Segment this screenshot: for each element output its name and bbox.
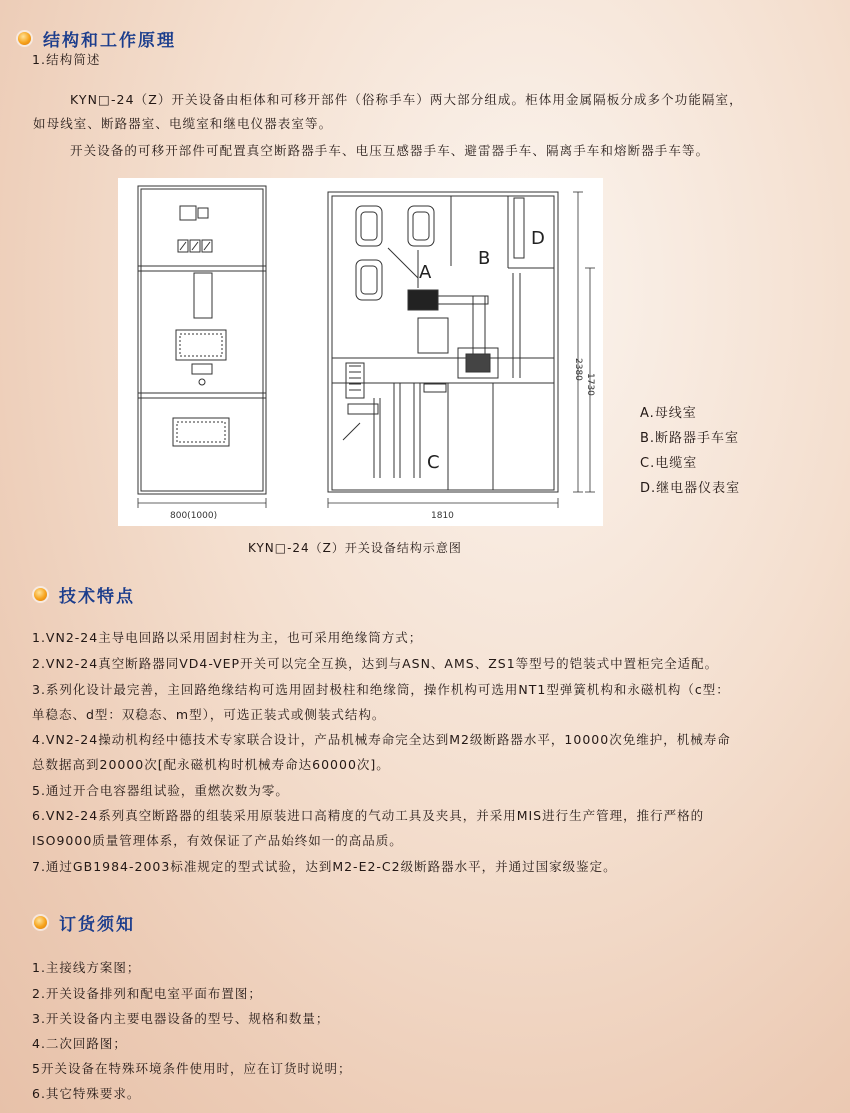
paragraph-line: 开关设备的可移开部件可配置真空断路器手车、电压互感器手车、避雷器手车、隔离手车和熔断器手车等。: [70, 143, 710, 158]
label-C: C: [427, 452, 440, 473]
height-dimension-label: 2380: [573, 358, 583, 381]
feature-line: 6.VN2-24系列真空断路器的组装采用原装进口高精度的气动工具及夹具，并采用MIS进行生产管理，推行严格的: [32, 808, 705, 823]
section-features-heading: [34, 582, 135, 607]
section-ordering-heading: [34, 910, 135, 935]
legend-item: A.母线室: [640, 406, 697, 421]
paragraph-line: 如母线室、断路器室、电缆室和继电仪器表室等。: [33, 116, 333, 131]
ordering-line: 2.开关设备排列和配电室平面布置图；: [32, 986, 262, 1001]
feature-line: 4.VN2-24操动机构经中德技术专家联合设计，产品机械寿命完全达到M2级断路器水平，10000次免维护，机械寿命: [32, 732, 731, 747]
feature-line: 7.通过GB1984-2003标准规定的型式试验，达到M2-E2-C2级断路器水平，并通过国家级鉴定。: [32, 859, 617, 874]
legend-item: C.电缆室: [640, 456, 698, 471]
orange-bullet-icon: [18, 32, 31, 45]
width-dimension-label: 800(1000): [170, 511, 218, 521]
feature-line: 5.通过开合电容器组试验，重燃次数为零。: [32, 783, 289, 798]
legend-item: D.继电器仪表室: [640, 481, 741, 496]
ordering-line: 3.开关设备内主要电器设备的型号、规格和数量；: [32, 1011, 330, 1026]
feature-line: 3.系列化设计最完善，主回路绝缘结构可选用固封极柱和绝缘筒，操作机构可选用NT1型弹簧机构和永磁机构（c型：: [32, 682, 730, 697]
diagram-legend: [640, 402, 740, 502]
feature-line: ISO9000质量管理体系，有效保证了产品始终如一的高品质。: [32, 833, 403, 848]
feature-line: 总数据高到20000次[配永磁机构时机械寿命达60000次]。: [32, 757, 390, 772]
legend-item: B.断路器手车室: [640, 431, 740, 446]
paragraph-line: KYN□-24（Z）开关设备由柜体和可移开部件（俗称手车）两大部分组成。柜体用金属隔板分成多个功能隔室，: [70, 92, 743, 107]
orange-bullet-icon: [34, 916, 47, 929]
label-A: A: [419, 262, 432, 283]
label-D: D: [531, 228, 545, 249]
ordering-line: 5开关设备在特殊环境条件使用时，应在订货时说明；: [32, 1061, 352, 1076]
lower-height-dimension-label: 1730: [585, 373, 595, 396]
subsection-title: 1.结构简述: [32, 52, 101, 67]
ordering-line: 1.主接线方案图；: [32, 960, 141, 975]
orange-bullet-icon: [34, 588, 47, 601]
ordering-line: 4.二次回路图；: [32, 1036, 127, 1051]
section-title: 技术特点: [59, 587, 135, 607]
structure-diagram-svg: [118, 178, 603, 526]
section-title: 订货须知: [59, 915, 135, 935]
depth-dimension-label: 1810: [431, 511, 454, 521]
section-structure-heading: [18, 26, 176, 51]
switchgear-structure-diagram: [118, 178, 603, 526]
feature-line: 1.VN2-24主导电回路以采用固封柱为主，也可采用绝缘筒方式；: [32, 630, 423, 645]
figure-caption: KYN□-24（Z）开关设备结构示意图: [248, 541, 462, 555]
ordering-line: 6.其它特殊要求。: [32, 1086, 141, 1101]
feature-line: 2.VN2-24真空断路器同VD4-VEP开关可以完全互换，达到与ASN、AMS、ZS1等型号的铠装式中置柜完全适配。: [32, 656, 719, 671]
label-B: B: [478, 248, 491, 269]
feature-line: 单稳态、d型：双稳态、m型），可选正装式或侧装式结构。: [32, 707, 386, 722]
section-title: 结构和工作原理: [43, 31, 176, 51]
